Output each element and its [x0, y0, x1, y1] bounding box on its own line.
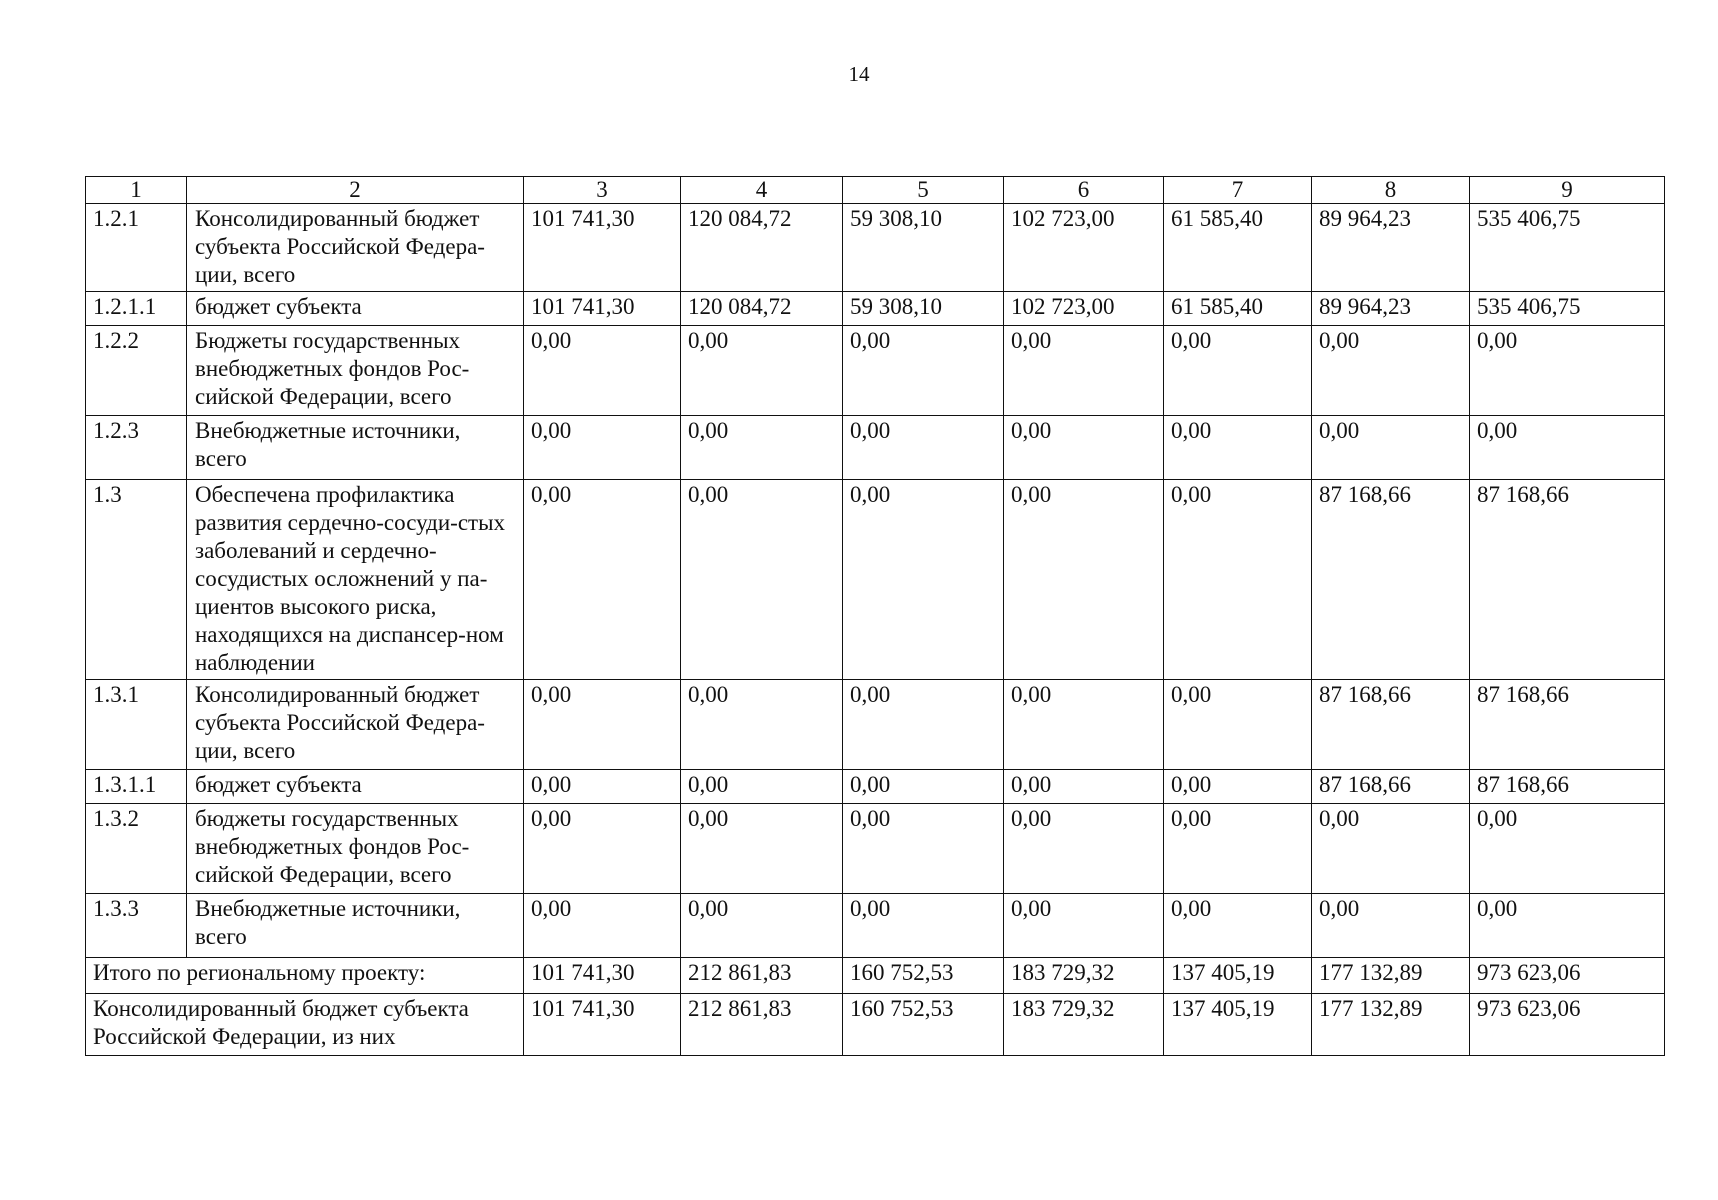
row-code: 1.3.1.1 [86, 770, 187, 804]
value-cell: 0,00 [1164, 680, 1312, 770]
column-header: 4 [681, 177, 843, 204]
page-number: 14 [848, 62, 870, 86]
value-cell: 87 168,66 [1312, 480, 1470, 680]
value-cell: 59 308,10 [843, 292, 1004, 326]
row-code: 1.2.2 [86, 326, 187, 416]
value-cell: 535 406,75 [1470, 292, 1665, 326]
row-description: бюджет субъекта [187, 770, 524, 804]
value-cell: 0,00 [1470, 416, 1665, 480]
row-description: Консолидированный бюджет субъекта Российской Федера-ции, всего [187, 680, 524, 770]
column-header: 1 [86, 177, 187, 204]
value-cell: 102 723,00 [1004, 204, 1164, 292]
value-cell: 183 729,32 [1004, 994, 1164, 1056]
column-header: 5 [843, 177, 1004, 204]
column-header: 6 [1004, 177, 1164, 204]
value-cell: 0,00 [681, 480, 843, 680]
value-cell: 177 132,89 [1312, 994, 1470, 1056]
value-cell: 0,00 [843, 804, 1004, 894]
value-cell: 0,00 [1470, 894, 1665, 958]
value-cell: 0,00 [681, 680, 843, 770]
value-cell: 0,00 [1004, 894, 1164, 958]
value-cell: 101 741,30 [524, 204, 681, 292]
row-code: 1.3 [86, 480, 187, 680]
value-cell: 102 723,00 [1004, 292, 1164, 326]
value-cell: 89 964,23 [1312, 204, 1470, 292]
value-cell: 101 741,30 [524, 994, 681, 1056]
column-header: 8 [1312, 177, 1470, 204]
value-cell: 87 168,66 [1470, 680, 1665, 770]
value-cell: 0,00 [1004, 680, 1164, 770]
value-cell: 0,00 [524, 416, 681, 480]
total-label: Итого по региональному проекту: [86, 958, 524, 994]
value-cell: 0,00 [1004, 416, 1164, 480]
value-cell: 0,00 [843, 770, 1004, 804]
value-cell: 0,00 [524, 804, 681, 894]
value-cell: 0,00 [1164, 326, 1312, 416]
row-code: 1.2.1.1 [86, 292, 187, 326]
row-code: 1.3.3 [86, 894, 187, 958]
row-code: 1.3.2 [86, 804, 187, 894]
row-code: 1.3.1 [86, 680, 187, 770]
table-row [86, 804, 1665, 894]
row-description: Бюджеты государственных внебюджетных фондов Рос-сийской Федерации, всего [187, 326, 524, 416]
column-header: 7 [1164, 177, 1312, 204]
table-row [86, 770, 1665, 804]
value-cell: 0,00 [1164, 480, 1312, 680]
value-cell: 89 964,23 [1312, 292, 1470, 326]
value-cell: 0,00 [1312, 804, 1470, 894]
value-cell: 0,00 [524, 680, 681, 770]
value-cell: 0,00 [524, 894, 681, 958]
value-cell: 87 168,66 [1470, 770, 1665, 804]
value-cell: 0,00 [681, 326, 843, 416]
value-cell: 212 861,83 [681, 958, 843, 994]
row-description: Внебюджетные источники, всего [187, 416, 524, 480]
value-cell: 137 405,19 [1164, 958, 1312, 994]
table-row [86, 292, 1665, 326]
value-cell: 0,00 [1312, 326, 1470, 416]
value-cell: 0,00 [1164, 416, 1312, 480]
total-label: Консолидированный бюджет субъекта Российской Федерации, из них [86, 994, 524, 1056]
row-description: Внебюджетные источники, всего [187, 894, 524, 958]
row-code: 1.2.1 [86, 204, 187, 292]
row-description: бюджеты государственных внебюджетных фондов Рос-сийской Федерации, всего [187, 804, 524, 894]
value-cell: 0,00 [1004, 480, 1164, 680]
value-cell: 0,00 [1470, 804, 1665, 894]
value-cell: 0,00 [1004, 770, 1164, 804]
value-cell: 87 168,66 [1470, 480, 1665, 680]
total-row [86, 994, 1665, 1056]
column-header: 2 [187, 177, 524, 204]
table-row [86, 416, 1665, 480]
value-cell: 101 741,30 [524, 958, 681, 994]
value-cell: 160 752,53 [843, 958, 1004, 994]
value-cell: 0,00 [524, 326, 681, 416]
table-row [86, 480, 1665, 680]
column-header: 3 [524, 177, 681, 204]
value-cell: 120 084,72 [681, 204, 843, 292]
value-cell: 0,00 [681, 416, 843, 480]
value-cell: 61 585,40 [1164, 204, 1312, 292]
value-cell: 87 168,66 [1312, 680, 1470, 770]
table-row [86, 894, 1665, 958]
value-cell: 212 861,83 [681, 994, 843, 1056]
table-row [86, 204, 1665, 292]
total-row [86, 958, 1665, 994]
value-cell: 61 585,40 [1164, 292, 1312, 326]
budget-table [85, 176, 1665, 1056]
value-cell: 0,00 [1164, 894, 1312, 958]
value-cell: 0,00 [1164, 770, 1312, 804]
value-cell: 0,00 [681, 770, 843, 804]
value-cell: 973 623,06 [1470, 958, 1665, 994]
value-cell: 973 623,06 [1470, 994, 1665, 1056]
value-cell: 0,00 [843, 326, 1004, 416]
table-row [86, 326, 1665, 416]
column-header: 9 [1470, 177, 1665, 204]
value-cell: 137 405,19 [1164, 994, 1312, 1056]
value-cell: 87 168,66 [1312, 770, 1470, 804]
value-cell: 0,00 [843, 416, 1004, 480]
value-cell: 0,00 [681, 894, 843, 958]
value-cell: 0,00 [843, 680, 1004, 770]
value-cell: 59 308,10 [843, 204, 1004, 292]
value-cell: 0,00 [1004, 804, 1164, 894]
row-description: Обеспечена профилактика развития сердечно-сосуди-стых заболеваний и сердечно-сосудистых осложнений у па-циентов высокого риска, находящихся на диспансер-ном наблюдении [187, 480, 524, 680]
row-description: бюджет субъекта [187, 292, 524, 326]
column-number-row [86, 177, 1665, 204]
value-cell: 160 752,53 [843, 994, 1004, 1056]
value-cell: 0,00 [843, 480, 1004, 680]
value-cell: 101 741,30 [524, 292, 681, 326]
value-cell: 183 729,32 [1004, 958, 1164, 994]
value-cell: 0,00 [1164, 804, 1312, 894]
value-cell: 535 406,75 [1470, 204, 1665, 292]
value-cell: 0,00 [1312, 894, 1470, 958]
table-row [86, 680, 1665, 770]
value-cell: 0,00 [681, 804, 843, 894]
value-cell: 0,00 [1004, 326, 1164, 416]
value-cell: 0,00 [1312, 416, 1470, 480]
row-code: 1.2.3 [86, 416, 187, 480]
value-cell: 0,00 [843, 894, 1004, 958]
row-description: Консолидированный бюджет субъекта Российской Федера-ции, всего [187, 204, 524, 292]
value-cell: 0,00 [524, 480, 681, 680]
value-cell: 0,00 [1470, 326, 1665, 416]
value-cell: 120 084,72 [681, 292, 843, 326]
value-cell: 0,00 [524, 770, 681, 804]
value-cell: 177 132,89 [1312, 958, 1470, 994]
